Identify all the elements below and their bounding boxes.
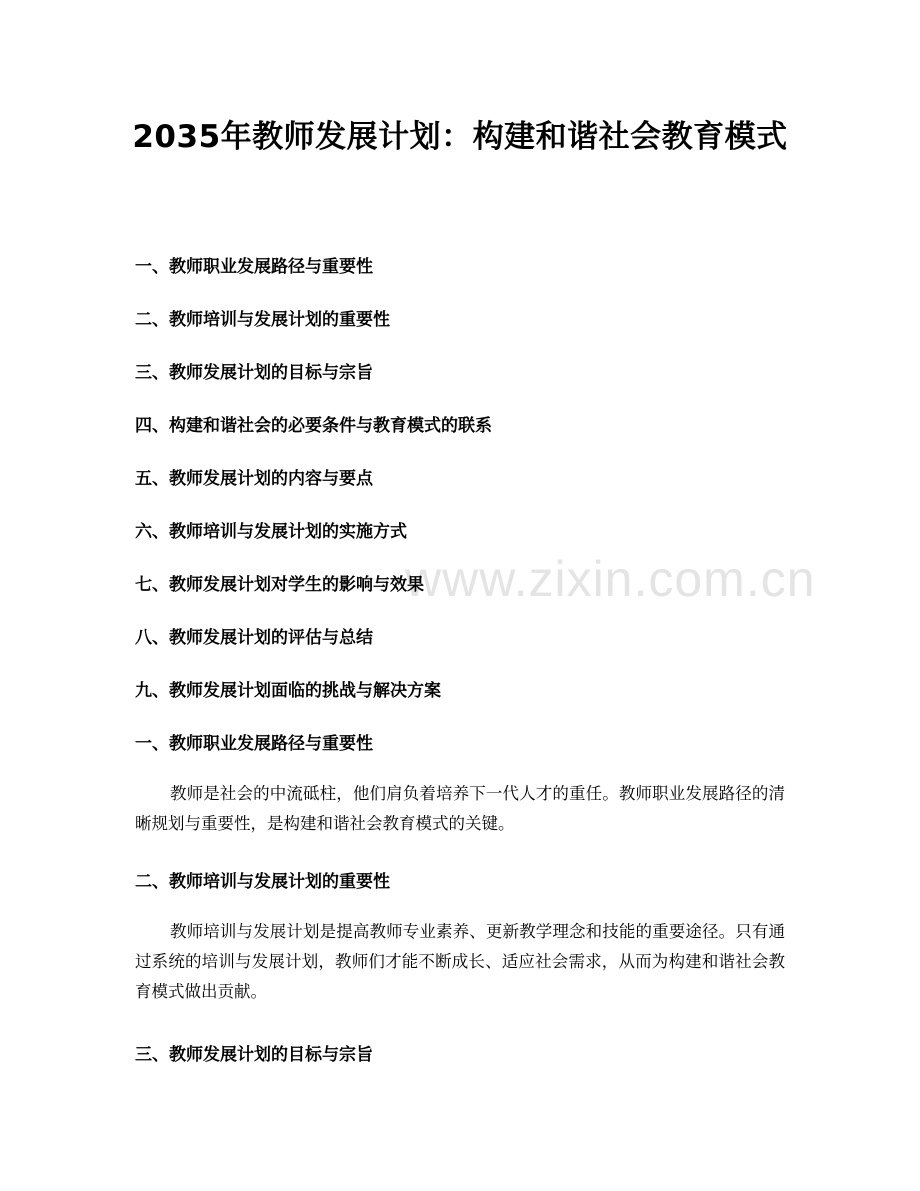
section-paragraph-2: 教师培训与发展计划是提高教师专业素养、更新教学理念和技能的重要途径。只有通过系统的培训与发展计划，教师们才能不断成长、适应社会需求，从而为构建和谐社会教育模式做出贡献。: [135, 922, 785, 1001]
document-title: 2035年教师发展计划：构建和谐社会教育模式: [132, 119, 788, 155]
toc-item-8: 八、教师发展计划的评估与总结: [135, 628, 373, 648]
toc-item-2: 二、教师培训与发展计划的重要性: [135, 310, 390, 330]
toc-item-9: 九、教师发展计划面临的挑战与解决方案: [135, 681, 441, 701]
toc-item-5: 五、教师发展计划的内容与要点: [135, 469, 373, 489]
section-heading-2: 二、教师培训与发展计划的重要性: [135, 872, 390, 892]
section-heading-1: 一、教师职业发展路径与重要性: [135, 734, 373, 754]
watermark: www.zixin.com.cn: [405, 551, 816, 607]
section-heading-3: 三、教师发展计划的目标与宗旨: [135, 1045, 373, 1065]
toc-item-3: 三、教师发展计划的目标与宗旨: [135, 363, 373, 383]
section-paragraph-1: 教师是社会的中流砥柱，他们肩负着培养下一代人才的重任。教师职业发展路径的清晰规划与重要性，是构建和谐社会教育模式的关键。: [135, 784, 785, 833]
toc-item-7: 七、教师发展计划对学生的影响与效果: [135, 575, 424, 595]
toc-item-1: 一、教师职业发展路径与重要性: [135, 257, 373, 277]
toc-item-4: 四、构建和谐社会的必要条件与教育模式的联系: [135, 416, 492, 436]
toc-item-6: 六、教师培训与发展计划的实施方式: [135, 522, 407, 542]
